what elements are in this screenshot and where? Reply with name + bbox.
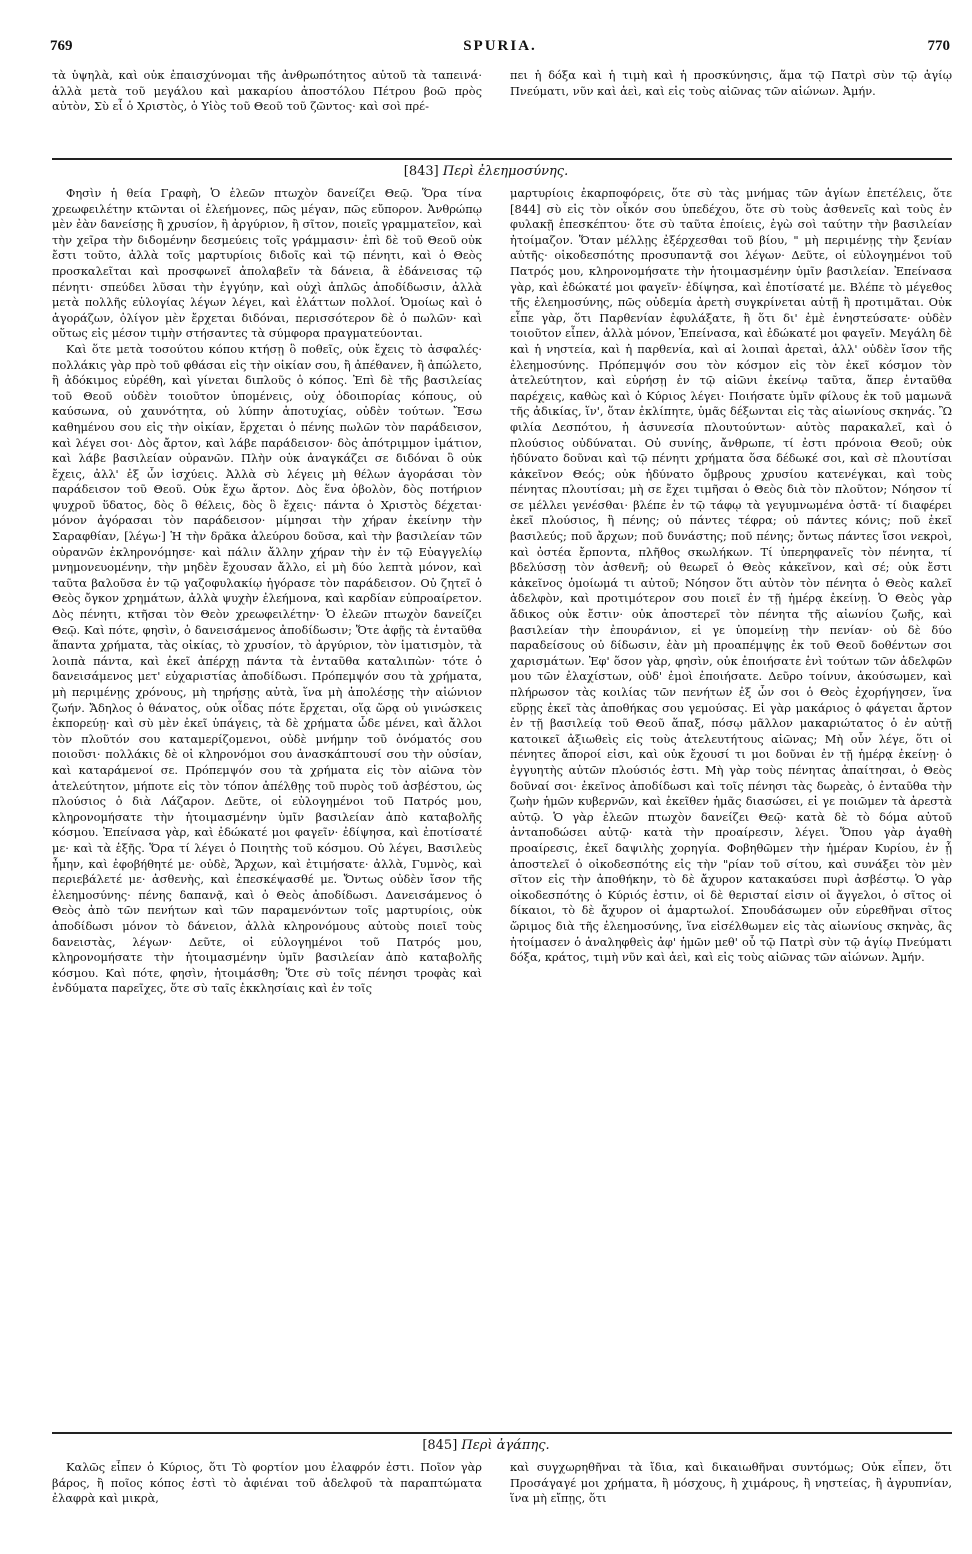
top-right-column	[510, 68, 952, 148]
bottom-left-text: Καλῶς εἶπεν ὁ Κύριος, ὅτι Τὸ φορτίον μου ἐλαφρόν ἐστι. Ποῖον γὰρ βάρος, ἢ ποῖος κόπος ἐστὶ τὸ ἀφιέναι τοῦ ἀδελφοῦ τὰ παραπτώματα ἐλαφρὰ καὶ μικρὰ,	[52, 1460, 482, 1506]
section-title-2: Περὶ ἀγάπης.	[461, 1438, 550, 1453]
bottom-right-column	[510, 1460, 952, 1540]
section-heading-1	[0, 164, 972, 179]
main-left-paragraph-1: Φησὶν ἡ θεία Γραφὴ, Ὁ ἐλεῶν πτωχὸν δανείζει Θεῷ. Ὅρα τίνα χρεωφειλέτην κτῶνται οἱ ἐλεήμονες, πῶς μέγαν, πῶς εὔπορον. Ἀνθρώπῳ μὲν ἐὰν δανείσῃς ἢ χρυσίον, ἢ ἀργύριον, ἢ σῖτον, ποιεῖς γραμματεῖον, καὶ τὴν χεῖρα τὴν διδομένην δεσμεύεις τοῖς γράμμασιν· ἐπὶ δὲ τοῦ Θεοῦ οὐκ ἔστι τοῦτο, ἀλλὰ τοῖς μαρτυρίοις διδοῖς καὶ τῷ πένητι, καὶ ὁ Θεὸς προσκαλεῖται καὶ προσφωνεῖ ἀπολαβεῖν τὰ δάνεια, ἃ ἐδάνεισας τῷ πένητι· σπεύδει λῦσαι τὴν ἐγγύην, καὶ οὐχὶ ἁπλῶς ἀποδίδωσιν, ἀλλὰ μετὰ πολλῆς εὐλογίας λέγων λέγει, καὶ ἐλάττων πολλοί. Ὁμοίως καὶ ὁ ἀγοράζων, ὀλίγον μὲν ἔρχεται διδόναι, περισσότερον δὲ ὁ πωλῶν· καὶ οὕτως εἰς μέσον τιμὴν στήσαντες τὰ σύμφορα πραγματεύονται.	[52, 186, 482, 341]
section-rule-2	[52, 1432, 952, 1434]
main-right-column	[510, 186, 952, 1410]
section-heading-2	[0, 1438, 972, 1453]
bottom-right-text: καὶ συγχωρηθῆναι τὰ ἴδια, καὶ δικαιωθῆναι συντόμως; Οὐκ εἶπεν, ὅτι Προσάγαγέ μοι χρήματα, ἢ μόσχους, ἢ χιμάρους, ἢ νηστείας, ἢ ἀγρυπνίαν, ἵνα μὴ εἴπῃς, ὅτι	[510, 1460, 952, 1506]
running-head	[50, 38, 950, 58]
section-title-1: Περὶ ἐλεημοσύνης.	[442, 164, 569, 179]
top-left-column	[52, 68, 482, 148]
bottom-left-column	[52, 1460, 482, 1540]
main-left-paragraph-2: Καὶ ὅτε μετὰ τοσούτου κόπου κτήσῃ ὃ ποθεῖς, οὐκ ἔχεις τὸ ἀσφαλές· πολλάκις γὰρ πρὸ τοῦ φθάσαι εἰς τὴν οἰκίαν σου, ἢ ἀπέθανεν, ἢ ἀπώλετο, ἢ ἀδόκιμος εὑρέθη, καὶ γίνεται διπλοῦς ὁ κόπος. Ἐπὶ δὲ τῆς βασιλείας τοῦ Θεοῦ οὐδὲν τοιοῦτον ὑπομένεις, οὐχ ὁδοιπορίας κόπους, οὐ καύσωνα, οὐ χαυνότητα, οὐ λύπην ἀποτυχίας, οὐδὲν τούτων. Ἔσω καθημένου σου εἰς τὴν οἰκίαν, ἔρχεται ὁ πένης πωλῶν τὸν παράδεισον, καὶ λέγει σοι· Δὸς ἄρτον, καὶ λάβε παράδεισον· δὸς ἀπότριμμον ἱμάτιον, καὶ λάβε βασιλείαν οὐρανῶν. Πλὴν οὐκ ἀναγκάζει σε διδόναι ὃ οὐκ ἔχεις, ἀλλ' ἐξ ὧν ἰσχύεις. Ἀλλὰ σὺ λέγεις μὴ θέλων ἀγοράσαι τὸν παράδεισον τοῦ Θεοῦ. Οὐκ ἔχω ἄρτον. Δὸς ἕνα ὀβολὸν, δὸς ποτήριον ψυχροῦ ὕδατος, δὸς ὃ θέλεις, δὸς ὃ ἔχεις· πάντα ὁ Χριστὸς δέχεται· μόνον ἀγόρασαι τὸν παράδεισον· μίμησαι τὴν χήραν ἐκείνην τὴν Σαραφθίαν, [λέγω·] Ἡ τὴν δρᾶκα ἀλεύρου δοῦσα, καὶ τὴν βασιλείαν τῶν οὐρανῶν ἐκληρονόμησε· καὶ πάλιν ἄλλην χήραν τὴν ἐν τῷ Εὐαγγελίῳ μνημονευομένην, τὴν μηδὲν ἔχουσαν ἄλλο, εἰ μὴ δύο λεπτὰ μόνον, καὶ ταῦτα βαλοῦσα ἐν τῷ γαζοφυλακίῳ ἠγόρασε τὸν παράδεισον. Οὐ ζητεῖ ὁ Θεὸς ὄγκον χρημάτων, ἀλλὰ ψυχὴν ἐλεήμονα, καὶ καρδίαν εὐπροαίρετον. Δὸς πένητι, κτῆσαι τὸν Θεὸν χρεωφειλέτην· Ὁ ἐλεῶν πτωχὸν δανείζει Θεῷ. Καὶ πότε, φησὶν, ὁ δανεισάμενος ἀποδίδωσιν; Ὅτε ἀφῇς τὰ ἐνταῦθα ἅπαντα χρήματα, τὰς οἰκίας, τὸ χρυσίον, τὸ ἀργύριον, τὸν ἱματισμὸν, τὰ λοιπὰ πάντα, καὶ ἐκεῖ ἀπέρχῃ πάντα τὰ ἐνταῦθα καταλιπὼν· τότε ὁ δανεισάμενος μετ' εὐχαριστίας ἀποδίδωσι. Πρόπεμψόν σου τὰ χρήματα, μὴ περιμένῃς χρόνους, μὴ τηρήσῃς αὐτὰ, ἵνα μὴ ἀπολέσῃς τὴν αἰώνιον ζωήν. Ἄδηλος ὁ θάνατος, οὐκ οἶδας πότε ἔρχεται, οἵᾳ ὥρᾳ οὐ γινώσκεις ἐκπορεύῃ· καὶ σὺ μὲν ἐκεῖ ὑπάγεις, τὰ δὲ χρήματα ὧδε μένει, καὶ ἄλλοι τὸν πλοῦτόν σου καταμερίζομενοι, οὐδὲ μνήμην τοῦ ὀνόματός σου ποιοῦσι· πολλάκις δὲ οἱ κληρονόμοι σου ἀνασκάπτουσί σου τὴν οὐσίαν, καὶ καταράμενοί σε. Πρόπεμψόν σου τὰ χρήματα εἰς τὸν αἰῶνα τὸν ἀτελεύτητον, μήποτε εἰς τὸν τόπον ἀπέλθῃς τοῦ πυρὸς τοῦ ἀσβέστου, ὡς πλούσιος ὁ διὰ Λάζαρον. Δεῦτε, οἱ εὐλογημένοι τοῦ Πατρός μου, κληρονομήσατε τὴν ἡτοιμασμένην ὑμῖν βασιλείαν ἀπὸ καταβολῆς κόσμου. Ἐπείνασα γὰρ, καὶ ἐδώκατέ μοι φαγεῖν· ἐδίψησα, καὶ ἐποτίσατέ με· καὶ τὰ ἑξῆς. Ὅρα τί λέγει ὁ Ποιητὴς τοῦ κόσμου. Οὐ λέγει, Βασιλεὺς ἦμην, καὶ ἐφοβήθητέ με· οὐδὲ, Ἄρχων, καὶ ἐτιμήσατε· ἀλλὰ, Γυμνὸς, καὶ περιεβάλετέ με· ἀσθενὴς, καὶ ἐπεσκέψασθέ με. Ὄντως οὐδὲν ἴσον τῆς ἐλεημοσύνης· πένης δαπανᾷ, καὶ ὁ Θεὸς ἀποδίδωσι. Δανεισάμενος ὁ Θεὸς ἀπὸ τῶν πενήτων καὶ τῶν παραμενόντων τοῖς μαρτυρίοις, οὐκ ἀποδίδωσι μόνον τὸ δάνειον, ἀλλὰ κληρονόμους αὐτοὺς ποιεῖ τοὺς δανειστὰς, λέγων· Δεῦτε, οἱ εὐλογημένοι τοῦ Πατρός μου, κληρονομήσατε τὴν ἡτοιμασμένην ὑμῖν βασιλείαν ἀπὸ καταβολῆς κόσμου. Καὶ πότε, φησὶν, ἡτοιμάσθη; Ὅτε σὺ τοῖς πένησι τροφὰς καὶ ἐνδύματα παρεῖχες, ὅτε σὺ ταῖς ἐκκλησίαις καὶ ἐν τοῖς	[52, 341, 482, 996]
page-number-left: 769	[50, 38, 73, 54]
main-left-column	[52, 186, 482, 1410]
section-rule-1	[52, 158, 952, 160]
page-number-right: 770	[927, 38, 950, 54]
top-left-text: τὰ ὑψηλὰ, καὶ οὐκ ἐπαισχύνομαι τῆς ἀνθρωπότητος αὐτοῦ τὰ ταπεινά· ἀλλὰ μετὰ τοῦ μεγάλου καὶ μακαρίου ἀποστόλου Πέτρου βοῶ πρὸς αὐτὸν, Σὺ εἶ ὁ Χριστὸς, ὁ Υἱὸς τοῦ Θεοῦ τοῦ ζῶντος· καὶ σοὶ πρέ-	[52, 68, 482, 114]
main-right-paragraph-1: μαρτυρίοις ἐκαρποφόρεις, ὅτε σὺ τὰς μνήμας τῶν ἁγίων ἐπετέλεις, ὅτε [844] σὺ εἰς τὸν οἶκόν σου ὑπεδέχου, ὅτε σὺ τοὺς ἀσθενεῖς καὶ τοὺς ἐν φυλακῇ ἐπεσκέπτου· ὅτε σὺ ταῦτα ἐποίεις, ἐγὼ σοὶ ταύτην τὴν βασιλείαν ἡτοίμαζον. Ὅταν μέλλῃς ἐξέρχεσθαι τοῦ βίου, " μὴ περιμένῃς τὴν ξενίαν αὐτῆς· οἰκοδεσπότης προσυπαντᾷ σοι λέγων· Δεῦτε, οἱ εὐλογημένοι τοῦ Πατρός μου, κληρονομήσατε τὴν ἡτοιμασμένην ὑμῖν βασιλείαν. Ἐπείνασα γὰρ, καὶ ἐδώκατέ μοι φαγεῖν· ἐδίψησα, καὶ ἐποτίσατέ με. Βλέπε τὸ μέγεθος τῆς ἐλεημοσύνης, πῶς οὐδεμία ἀρετὴ συγκρίνεται αὐτῇ ἢ προτιμᾶται. Οὐκ εἶπε γὰρ, ὅτι Παρθενίαν ἐφυλάξατε, ἢ ὅτι δι' ἐμὲ ἐνηστεύσατε· οὐδὲν τοιοῦτον εἶπεν, ἀλλὰ μόνον, Ἐπείνασα, καὶ ἐδώκατέ μοι φαγεῖν. Μεγάλη δὲ καὶ ἡ νηστεία, καὶ ἡ παρθενία, καὶ αἱ λοιπαὶ ἀρεταὶ, ἀλλ' οὐδὲν ἴσον τῆς ἐλεημοσύνης. Πρόπεμψόν σου τὸν κόσμον εἰς τὸν ἐκεῖ κόσμον τὸν ἀτελεύτητον, καὶ εὑρήσῃ ἐν τῷ αἰῶνι ἐκείνῳ ταῦτα, ἅπερ ἐνταῦθα παρέχεις, καθὼς καὶ ὁ Κύριος λέγει· Ποιήσατε ὑμῖν φίλους ἐκ τοῦ μαμωνᾶ τῆς ἀδικίας, ἵν', ὅταν ἐκλίπητε, ὑμᾶς δέξωνται εἰς τὰς αἰωνίους σκηνάς. Ὢ φιλία Δεσπότου, ἡ ἀσυνεσία πλουτούντων· αὐτὸς παρακαλεῖ, καὶ ὁ πλούσιος οὐδύναται. Οὐ συνίης, ἄνθρωπε, τί ἐστι πρόνοια Θεοῦ; οὐκ ἠδύνατο δοῦναι καὶ τῷ πένητι χρήματα ὅσα δέδωκέ σοι, καὶ σὲ πλουτίσαι κἀκεῖνον Θεός; οὐκ ἠδύνατο ὄμβρους χρυσίου κατενέγκαι, καὶ τοὺς πένητας πλουτίσαι; μὴ σε ἔχει τιμῆσαι ὁ Θεὸς διὰ τὸν πλοῦτον; Νόησον τί σε μέλλει γενέσθαι· βλέπε ἐν τῷ τάφῳ τὰ γεγυμνωμένα ὀστᾶ· τί διαφέρει ἐκεῖ πλούσιος, ἢ πένης; οὐ πάντες τέφρα; οὐ πάντες κόνις; ποῦ ἐκεῖ βασιλεύς; ποῦ ἄρχων; ποῦ δυνάστης; ποῦ πένης; ὄντως πάντες ἴσοι νεκροὶ, καὶ ὀστέα ἔρποντα, πλῆθος σκωλήκων. Τί ὑπερηφανεῖς τὸν πένητα, τί βδελύσσῃ τὸν ἀσθενῆ; οὐ θεωρεῖ ὁ Θεὸς κἀκεῖνον, καὶ σέ; οὐκ ἔστι κἀκεῖνος ὁμοίωμά τι αὐτοῦ; Νόησον ὅτι αὐτὸν τὸν πένητα ὁ Θεὸς καλεῖ ἀδελφὸν, καὶ προτιμότερον σου ποιεῖ ἐν τῇ ἡμέρᾳ ἐκείνῃ. Ὁ Θεὸς γὰρ ἄδικος οὐκ ἔστιν· οὐκ ἀποστερεῖ τὸν πένητα τῆς αἰωνίου ζωῆς, καὶ βασιλείαν τὴν ἐπουράνιον, εἰ γε ὑπομείνῃ τὴν πενίαν· οὐ δὲ δύο παραδείσους οὐ δίδωσιν, ἐὰν μὴ προαπέμψῃς ἐκ τοῦ Θεοῦ δοθέντων σοι χαρισμάτων. Ἐφ' ὅσον γὰρ, φησὶν, οὐκ ἐποιήσατε ἑνὶ τούτων τῶν ἀδελφῶν μου τῶν ἐλαχίστων, οὐδ' ἐμοὶ ἐποιήσατε. Δεῦρο τοίνυν, ἀκούσωμεν, καὶ πλήρωσον τὰς κοιλίας τῶν πενήτων ἐξ ὧν σοι ὁ Θεὸς ἐχορήγησεν, ἵνα εὕρῃς ἐκεῖ τὰς ἀποθήκας σου γεμούσας. Εἰ γὰρ μακάριος ὁ φάγεται ἄρτον ἐν τῇ βασιλείᾳ τοῦ Θεοῦ ἅπαξ, πόσῳ μᾶλλον μακαριώτατος ὁ ἐν αὐτῇ κατοικεῖ ἀξιωθεὶς εἰς τοὺς ἀτελευτήτους αἰῶνας; Μὴ οὖν λέγε, ὅτι οἱ πένητες ἄποροί εἰσι, καὶ οὐκ ἔχουσί τι μοι δοῦναι ἐν τῇ ἡμέρᾳ ἐκείνῃ· ὁ ἐγγυητὴς αὐτῶν πλούσιός ἐστι. Μὴ γὰρ τοὺς πένητας ἀπαίτησαι, ὁ Θεὸς δοῦναί σοι· ἐκεῖνος ἀποδίδωσι καὶ τοῖς πένησι τὰς δωρεὰς, ὁ ἐνταῦθα τὴν ζωὴν ἡμῶν κυβερνῶν, καὶ ἐκεῖθεν ἡμᾶς διασώσει, εἰ γε ποιῶμεν τὰ ἀρεστὰ αὐτῷ. Ὁ γὰρ ἐλεῶν πτωχὸν δανείζει Θεῷ· κατὰ δὲ τὸ δόμα αὐτοῦ ἀνταποδώσει αὐτῷ· κατὰ τὴν προαίρεσιν, λέγει. Ὅπου γὰρ ἀγαθὴ προαίρεσις, ἐκεῖ δαψιλὴς χορηγία. Φοβηθῶμεν τὴν ἡμέραν Κυρίου, ἐν ᾗ ἀποστελεῖ ὁ οἰκοδεσπότης εἰς τὴν "ρίαν τοῦ σίτου, καὶ συνάξει τὸν μὲν σῖτον εἰς τὴν ἀποθήκην, τὸ δὲ ἄχυρον κατακαύσει πυρὶ ἀσβέστῳ. Ὁ γὰρ οἰκοδεσπότης ὁ Κύριός ἐστιν, οἱ δὲ θερισταί εἰσιν οἱ ἄγγελοι, ὁ σῖτος οἱ δίκαιοι, τὸ δὲ ἄχυρον οἱ ἁμαρτωλοί. Σπουδάσωμεν οὖν εὑρεθῆναι σῖτος ὥριμος διὰ τῆς ἐλεημοσύνης, ἵνα εἰσέλθωμεν εἰς τὰς αἰωνίους σκηνὰς, ἃς ἡτοίμασεν ὁ ἀναληφθεὶς ἀφ' ἡμῶν μεθ' οὗ τῷ Πατρὶ σὺν τῷ ἁγίῳ Πνεύματι δόξα, κράτος, τιμὴ νῦν καὶ ἀεὶ, καὶ εἰς τοὺς αἰῶνας τῶν αἰώνων. Ἀμήν.	[510, 186, 952, 965]
section-number-1: [843]	[403, 164, 439, 179]
section-number-2: [845]	[422, 1438, 458, 1453]
top-right-text: πει ἡ δόξα καὶ ἡ τιμὴ καὶ ἡ προσκύνησις, ἅμα τῷ Πατρὶ σὺν τῷ ἁγίῳ Πνεύματι, νῦν καὶ ἀεὶ, καὶ εἰς τοὺς αἰῶνας τῶν αἰώνων. Ἀμήν.	[510, 68, 952, 98]
running-title: SPURIA.	[463, 38, 537, 54]
